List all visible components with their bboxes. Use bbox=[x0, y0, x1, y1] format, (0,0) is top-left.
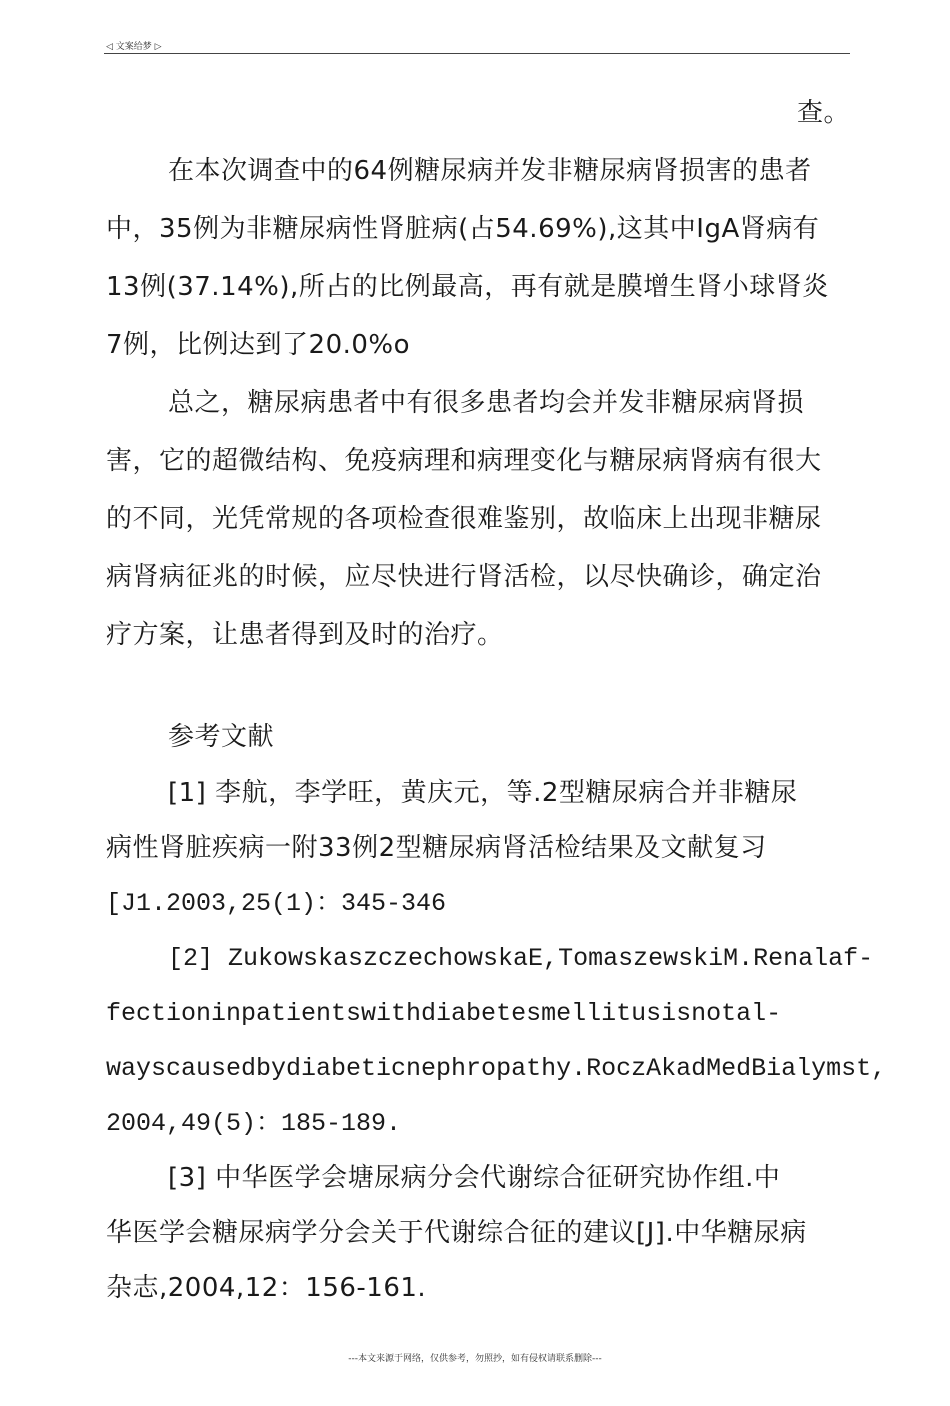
body-line: 13例(37.14%),所占的比例最高，再有就是膜增生肾小球肾炎 bbox=[106, 272, 829, 302]
footer-note: ---本文来源于网络，仅供参考，勿照抄，如有侵权请联系删除--- bbox=[348, 1354, 602, 1364]
reference-line: [J1.2003,25(1)：345-346 bbox=[106, 889, 447, 918]
header-label: ◁ 文案给梦 ▷ bbox=[106, 42, 162, 52]
body-line: 的不同，光凭常规的各项检查很难鉴别，故临床上出现非糖尿 bbox=[106, 504, 822, 534]
header-divider bbox=[104, 53, 850, 54]
body-line: 害，它的超微结构、免疫病理和病理变化与糖尿病肾病有很大 bbox=[106, 446, 822, 476]
reference-line: 杂志,2004,12：156-161. bbox=[106, 1273, 427, 1303]
reference-line: [3] 中华医学会塘尿病分会代谢综合征研究协作组.中 bbox=[168, 1163, 781, 1193]
body-line: 疗方案，让患者得到及时的治疗。 bbox=[106, 620, 504, 650]
body-line: 在本次调查中的64例糖尿病并发非糖尿病肾损害的患者 bbox=[168, 156, 812, 186]
reference-line: 2004,49(5)：185-189. bbox=[106, 1109, 402, 1138]
body-line: 查。 bbox=[796, 98, 850, 128]
reference-line: [1] 李航，李学旺，黄庆元，等.2型糖尿病合并非糖尿 bbox=[168, 778, 798, 808]
references-heading: 参考文献 bbox=[168, 722, 275, 752]
body-line: 总之，糖尿病患者中有很多患者均会并发非糖尿病肾损 bbox=[168, 388, 805, 418]
body-line: 7例，比例达到了20.0%o bbox=[106, 330, 411, 360]
document-body bbox=[106, 84, 887, 1316]
reference-line: 病性肾脏疾病一附33例2型糖尿病肾活检结果及文献复习 bbox=[106, 833, 767, 863]
reference-line: wayscausedbydiabeticnephropathy.RoczAkadMedBialymst, bbox=[106, 1054, 887, 1083]
reference-line: [2] ZukowskaszczechowskaE,TomaszewskiM.Renalaf- bbox=[168, 944, 874, 973]
body-line: 中，35例为非糖尿病性肾脏病(占54.69%),这其中IgA肾病有 bbox=[106, 214, 820, 244]
body-line: 病肾病征兆的时候，应尽快进行肾活检，以尽快确诊，确定治 bbox=[106, 562, 822, 592]
reference-line: fectioninpatientswithdiabetesmellitusisnotal- bbox=[106, 999, 782, 1028]
reference-line: 华医学会糖尿病学分会关于代谢综合征的建议[J].中华糖尿病 bbox=[106, 1218, 807, 1248]
section-spacer bbox=[106, 664, 850, 708]
